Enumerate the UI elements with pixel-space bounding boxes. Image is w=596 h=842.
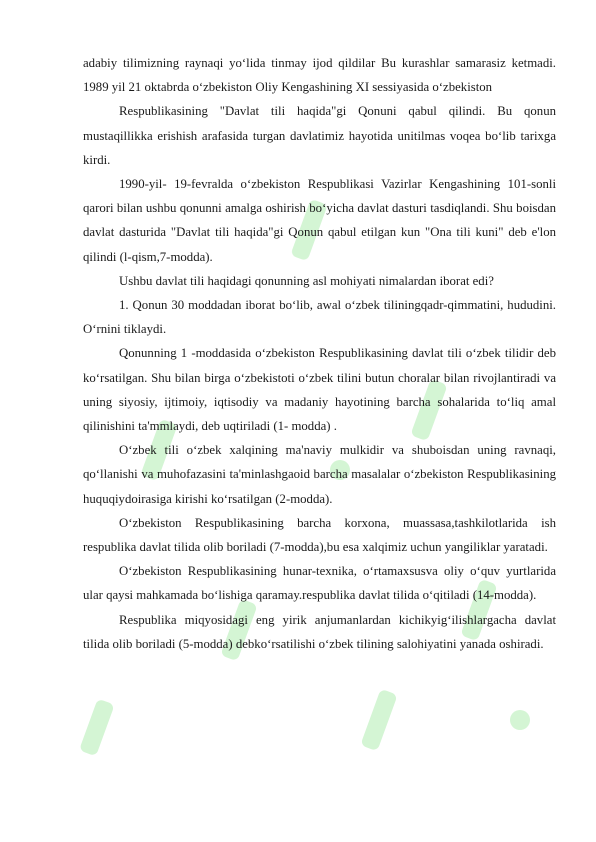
paragraph: Ushbu davlat tili haqidagi qonunning asl mohiyati nimalardan iborat edi?: [119, 273, 494, 288]
paragraph: Qonunning 1 -moddasida o‘zbekiston Respublikasining davlat tili o‘zbek tilidir deb ko‘rsatilgan. Shu bilan birga o‘zbekistoti o‘zbek tilini butun choralar bilan rivojlantiradi va uning siyosiy, ijtimoiy, iqtisodiy va madaniy hayotining barcha sohalarida to‘liq amal qilinishini ta'mmlaydi, deb uqtiriladi (1- modda) .: [83, 346, 556, 434]
paragraph: Respublika miqyosidagi eng yirik anjumanlardan kichikyig‘ilishlargacha davlat tilida olib boriladi (5-modda) debko‘rsatilishi o‘zbek tilining salohiyatini yanada oshiradi.: [83, 612, 556, 651]
paragraph: adabiy tilimizning raynaqi yo‘lida tinmay ijod qildilar Bu kurashlar samarasiz ketmadi. 1989 yil 21 oktabrda o‘zbekiston Oliy Kengashining XI sessiyasida o‘zbekiston: [83, 56, 556, 95]
document-body: [83, 51, 556, 656]
paragraph: Respublikasining "Davlat tili haqida"gi Qonuni qabul qilindi. Bu qonun mustaqillikka erishish arafasida turgan davlatimiz hayotida unitilmas voqea bo‘lib tarixga kirdi.: [83, 104, 556, 167]
paragraph: 1. Qonun 30 moddadan iborat bo‘lib, awal o‘zbek tiliningqadr-qimmatini, hududini. O‘rnini tiklaydi.: [83, 298, 556, 337]
paragraph: O‘zbek tili o‘zbek xalqining ma'naviy mulkidir va shuboisdan uning ravnaqi, qo‘llanishi va muhofazasini ta'minlashgaoid barcha masalalar o‘zbekiston Respublikasining huquqiydoirasiga kirishi ko‘rsatilgan (2-modda).: [83, 443, 556, 506]
paragraph: O‘zbekiston Respublikasining barcha korxona, muassasa,tashkilotlarida ish respublika davlat tilida olib boriladi (7-modda),bu esa xalqimiz uchun yangiliklar yaratadi.: [83, 515, 556, 555]
paragraph: O‘zbekiston Respublikasining hunar-texnika, o‘rtamaxsusva oliy o‘quv yurtlarida ular qaysi mahkamada bo‘lishiga qaramay.respublika davlat tilida o‘qitiladi (14-modda).: [83, 564, 556, 603]
paragraph: 1990-yil- 19-fevralda o‘zbekiston Respublikasi Vazirlar Kengashining 101-sonli qarori bilan ushbu qonunni amalga oshirish bo‘yicha davlat dasturi tasdiqlandi. Shu boisdan davlat dasturida "Davlat tili haqida"gi Qonun qabul etilgan kun "Ona tili kuni" deb e'lon qilindi (l-qism,7-modda).: [83, 177, 556, 264]
